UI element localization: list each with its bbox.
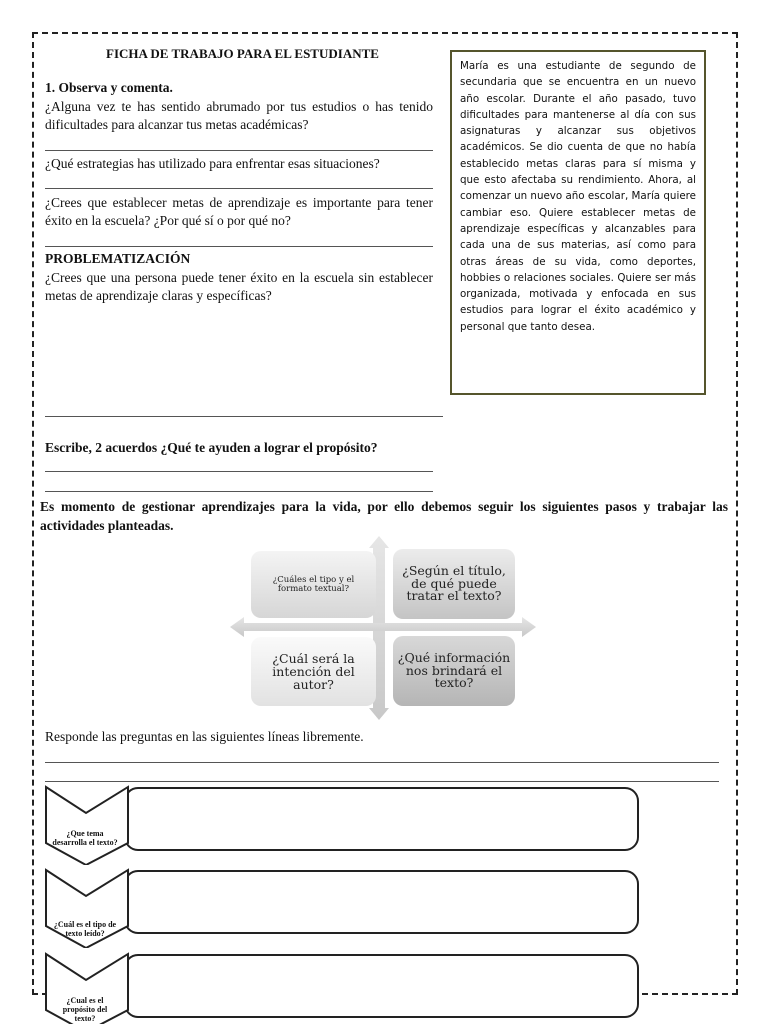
answer-line-3[interactable] bbox=[45, 246, 433, 247]
problematizacion-question: ¿Crees que una persona puede tener éxito en la escuela sin establecer metas de aprendizaje claras y específicas? bbox=[45, 270, 433, 303]
responde-line-1[interactable] bbox=[45, 762, 719, 763]
answer-box-tipo[interactable] bbox=[124, 870, 639, 934]
quadrant-cell-2: ¿Según el título, de qué puede tratar el texto? bbox=[393, 549, 515, 619]
quadrant-cell-3: ¿Cuál será la intención del autor? bbox=[251, 637, 376, 706]
acuerdos-line-2[interactable] bbox=[45, 491, 433, 492]
section-heading-observa: 1. Observa y comenta. bbox=[45, 80, 173, 95]
page-title: FICHA DE TRABAJO PARA EL ESTUDIANTE bbox=[106, 46, 379, 61]
chevron-label-1: ¿Que tema desarrolla el texto? bbox=[52, 829, 118, 847]
answer-line-2[interactable] bbox=[45, 188, 433, 189]
responde-line-2[interactable] bbox=[45, 781, 719, 782]
acuerdos-line-1[interactable] bbox=[45, 471, 433, 472]
answer-box-proposito[interactable] bbox=[124, 954, 639, 1018]
story-box: María es una estudiante de segundo de secundaria que se encuentra en un nuevo año escolar. Durante el año pasado, tuvo dificultades para mantenerse al día con sus asignaturas y alcanzar sus objetivos académicos. Se dio cuenta de que no había establecido metas claras para sí misma y que esto afectaba su rendimiento. Ahora, al comenzar un nuevo año escolar, María quiere cambiar eso. Quiere establecer metas de aprendizaje específicas y alcanzables para cada una de sus materias, así como para otras áreas de su vida, como deportes, hobbies o relaciones sociales. Quiere ser más organizada, motivada y enfocada en sus estudios para lograr el éxito académico y personal que tanto desea. bbox=[450, 50, 706, 395]
answer-box-tema[interactable] bbox=[124, 787, 639, 851]
quadrant-cell-1: ¿Cuáles el tipo y el formato textual? bbox=[251, 551, 376, 618]
question-2: ¿Qué estrategias has utilizado para enfrentar esas situaciones? bbox=[45, 156, 380, 171]
gestion-text: Es momento de gestionar aprendizajes para la vida, por ello debemos seguir los siguientes pasos y trabajar las actividades planteadas. bbox=[40, 499, 728, 533]
answer-line-4[interactable] bbox=[45, 416, 443, 417]
answer-line-1[interactable] bbox=[45, 150, 433, 151]
chevron-shape-1 bbox=[44, 785, 130, 865]
chevron-label-3: ¿Cual es el propósito del texto? bbox=[62, 996, 108, 1023]
chevron-label-2: ¿Cuál es el tipo de texto leído? bbox=[53, 920, 117, 938]
acuerdos-heading: Escribe, 2 acuerdos ¿Qué te ayuden a lograr el propósito? bbox=[45, 440, 378, 455]
question-3: ¿Crees que establecer metas de aprendizaje es importante para tener éxito en la escuela? ¿Por qué sí o por qué no? bbox=[45, 195, 433, 228]
question-1: ¿Alguna vez te has sentido abrumado por tus estudios o has tenido dificultades para alcanzar tus metas académicas? bbox=[45, 99, 433, 132]
responde-text: Responde las preguntas en las siguientes líneas libremente. bbox=[45, 729, 364, 744]
quadrant-cell-4: ¿Qué información nos brindará el texto? bbox=[393, 636, 515, 706]
problematizacion-heading: PROBLEMATIZACIÓN bbox=[45, 251, 191, 266]
